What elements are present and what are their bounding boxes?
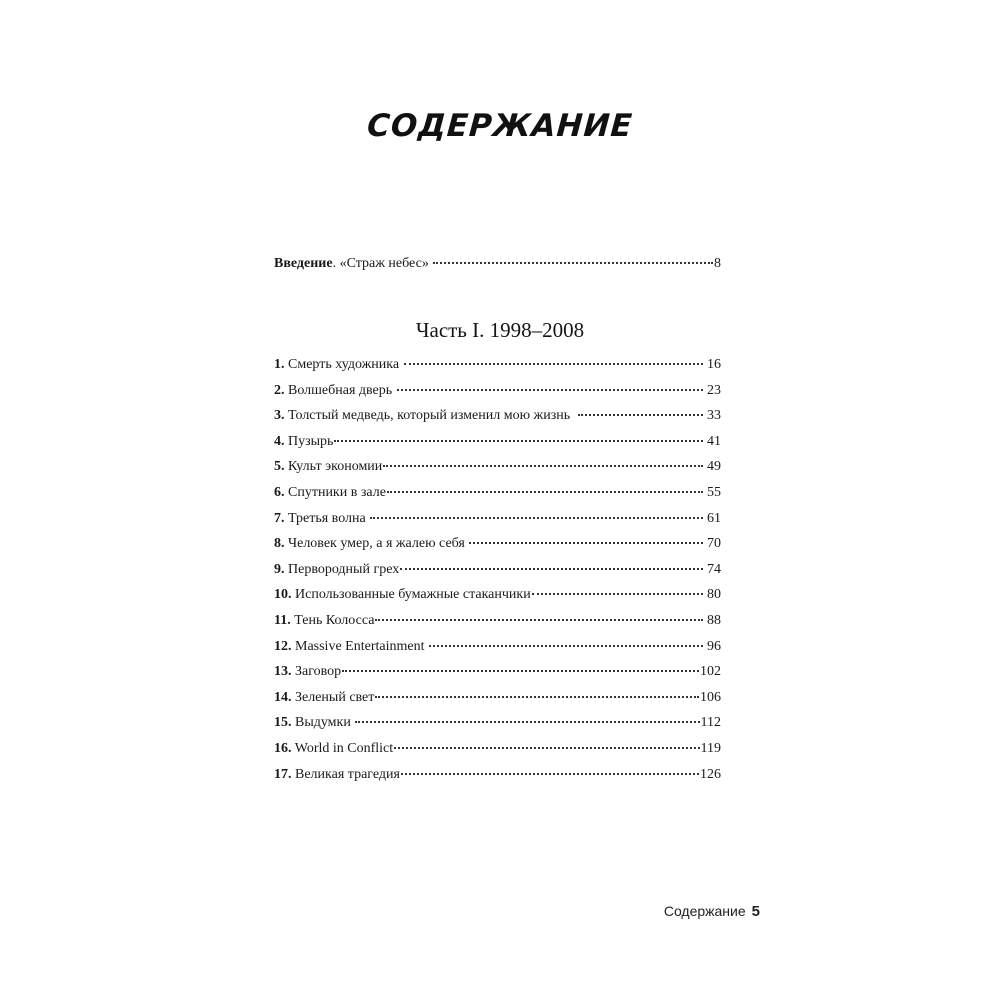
- dot-leader: [397, 388, 703, 391]
- chapter-page: 102: [700, 664, 721, 679]
- part-heading: Часть I. 1998–2008: [415, 318, 585, 342]
- chapter-page: 49: [703, 459, 721, 474]
- chapter-number: 6.: [274, 485, 285, 500]
- toc-row[interactable]: [274, 662, 721, 682]
- toc-row[interactable]: [274, 637, 721, 657]
- toc-row[interactable]: [274, 406, 721, 426]
- chapter-number: 12.: [274, 639, 292, 654]
- chapter-number: 13.: [274, 664, 292, 679]
- chapter-page: 126: [700, 767, 721, 782]
- chapter-title: Великая трагедия: [291, 767, 400, 782]
- intro-title: . «Страж небес»: [332, 256, 433, 271]
- dot-leader: [355, 720, 699, 723]
- chapter-title: Первородный грех: [284, 562, 400, 577]
- toc-intro-row[interactable]: [274, 254, 721, 274]
- footer-label: Содержание: [663, 903, 746, 919]
- dot-leader: [375, 695, 699, 698]
- chapter-page: 96: [703, 639, 721, 654]
- chapter-number: 8.: [274, 536, 285, 551]
- chapter-page: 23: [703, 383, 721, 398]
- chapter-page: 106: [700, 690, 721, 705]
- chapter-title: Спутники в зале: [284, 485, 386, 500]
- dot-leader: [400, 567, 702, 570]
- chapter-number: 2.: [274, 383, 285, 398]
- page-title: СОДЕРЖАНИЕ: [365, 108, 635, 144]
- chapter-title: Толстый медведь, который изменил мою жизнь: [284, 408, 578, 423]
- dot-leader: [401, 772, 699, 775]
- dot-leader: [383, 464, 702, 467]
- dot-leader: [387, 490, 703, 493]
- chapter-page: 119: [700, 741, 721, 756]
- toc-row[interactable]: [274, 457, 721, 477]
- page-number: 5: [751, 903, 760, 920]
- chapter-title: Выдумки: [291, 715, 355, 730]
- chapter-number: 14.: [274, 690, 292, 705]
- dot-leader: [433, 261, 713, 264]
- chapter-title: Использованные бумажные стаканчики: [291, 587, 531, 602]
- dot-leader: [404, 362, 703, 365]
- chapter-title: Культ экономии: [284, 459, 383, 474]
- toc-row[interactable]: [274, 713, 721, 733]
- chapter-page: 55: [703, 485, 721, 500]
- chapter-number: 15.: [274, 715, 292, 730]
- chapter-number: 9.: [274, 562, 285, 577]
- chapter-page: 33: [703, 408, 721, 423]
- chapter-number: 4.: [274, 434, 285, 449]
- toc-row[interactable]: [274, 432, 721, 452]
- chapter-page: 41: [703, 434, 721, 449]
- chapter-title: Тень Колосса: [290, 613, 375, 628]
- dot-leader: [342, 669, 699, 672]
- chapter-number: 1.: [274, 357, 285, 372]
- chapter-number: 11.: [274, 613, 291, 628]
- chapter-page: 61: [703, 511, 721, 526]
- toc-row[interactable]: [274, 560, 721, 580]
- toc-row[interactable]: [274, 765, 721, 785]
- chapter-title: Пузырь: [284, 434, 334, 449]
- chapter-title: World in Conflict: [291, 741, 394, 756]
- chapter-number: 5.: [274, 459, 285, 474]
- chapter-title: Заговор: [291, 664, 342, 679]
- chapter-number: 17.: [274, 767, 292, 782]
- toc-row[interactable]: [274, 381, 721, 401]
- dot-leader: [532, 592, 703, 595]
- chapter-title: Смерть художника: [284, 357, 403, 372]
- dot-leader: [469, 541, 702, 544]
- intro-label: Введение: [274, 256, 333, 271]
- chapter-page: 74: [703, 562, 721, 577]
- toc-row[interactable]: [274, 483, 721, 503]
- toc-row[interactable]: [274, 739, 721, 759]
- chapter-number: 16.: [274, 741, 292, 756]
- dot-leader: [375, 618, 702, 621]
- toc-row[interactable]: [274, 611, 721, 631]
- chapter-page: 70: [703, 536, 721, 551]
- chapter-title: Волшебная дверь: [284, 383, 396, 398]
- chapter-title: Человек умер, а я жалею себя: [284, 536, 469, 551]
- dot-leader: [429, 644, 703, 647]
- chapter-page: 16: [703, 357, 721, 372]
- chapter-page: 112: [700, 715, 721, 730]
- page-footer: [640, 903, 760, 920]
- chapter-title: Третья волна: [284, 511, 370, 526]
- toc-row[interactable]: [274, 534, 721, 554]
- chapter-number: 7.: [274, 511, 285, 526]
- toc-row[interactable]: [274, 585, 721, 605]
- toc-row[interactable]: [274, 688, 721, 708]
- toc-row[interactable]: [274, 355, 721, 375]
- dot-leader: [578, 413, 702, 416]
- chapter-number: 10.: [274, 587, 292, 602]
- dot-leader: [394, 746, 699, 749]
- chapter-title: Зеленый свет: [291, 690, 375, 705]
- dot-leader: [370, 516, 702, 519]
- chapter-title: Massive Entertainment: [291, 639, 428, 654]
- intro-page: 8: [714, 256, 721, 271]
- dot-leader: [334, 439, 702, 442]
- chapter-number: 3.: [274, 408, 285, 423]
- chapter-page: 80: [703, 587, 721, 602]
- chapter-page: 88: [703, 613, 721, 628]
- toc-row[interactable]: [274, 509, 721, 529]
